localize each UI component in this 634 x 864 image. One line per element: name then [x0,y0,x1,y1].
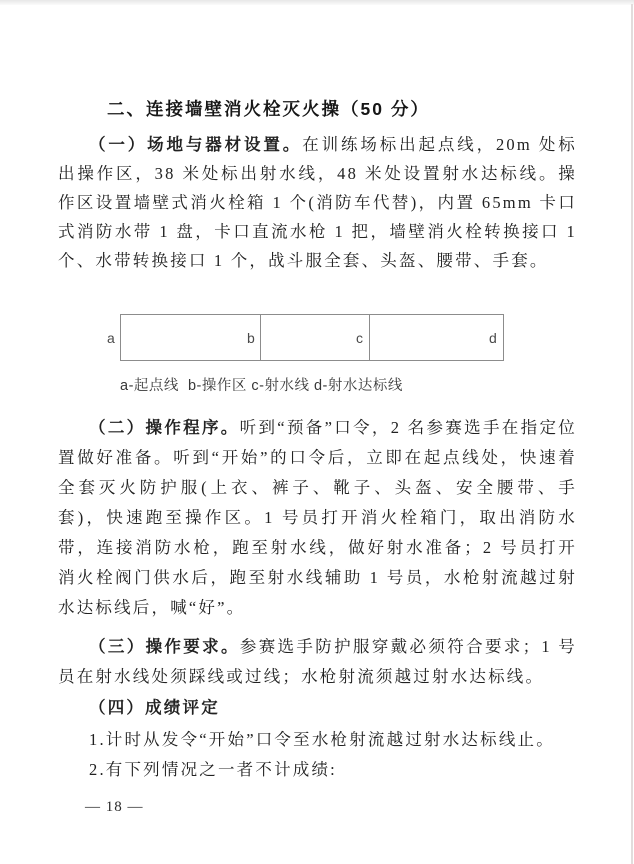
diagram-label-b: b [247,329,255,346]
page-content [58,0,577,785]
diagram-label-d: d [489,329,497,346]
paragraph-procedure-lead: （二）操作程序。 [89,418,240,437]
diagram-divider-b [260,315,261,360]
diagram-label-c: c [356,329,363,346]
page-number: — 18 — [85,799,144,815]
paragraph-requirements [58,632,577,692]
heading-scoring: （四）成绩评定 [89,698,220,717]
paragraph-requirements-body: 参赛选手防护服穿戴必须符合要求；1 号员在射水线处须踩线或过线；水枪射流须越过射水达标线。 [58,637,577,686]
paragraph-site-setup [58,130,577,275]
page-right-edge [631,4,633,864]
diagram-caption: a-起点线 b-操作区 c-射水线 d-射水达标线 [120,378,403,394]
paragraph-site-setup-lead: （一）场地与器材设置。 [89,135,303,154]
course-diagram [58,314,577,395]
paragraph-requirements-lead: （三）操作要求。 [89,637,240,656]
diagram-rect [107,314,504,361]
diagram-label-a: a [107,329,115,346]
item-timing: 1.计时从发令“开始”口令至水枪射流越过射水达标线止。 [89,730,555,749]
section-title: 二、连接墙壁消火栓灭火操（50 分） [107,99,430,119]
paragraph-procedure-body: 听到“预备”口令，2 名参赛选手在指定位置做好准备。听到“开始”的口令后，立即在起点线处，快速着全套灭火防护服(上衣、裤子、靴子、头盔、安全腰带、手套)，快速跑至操作区。1 号员打开消火栓箱门，取出消防水带，连接消防水枪，跑至射水线，做好射水准备；2 号员打开消火栓阀门供水后，跑至射水线辅助 1 号员，水枪射流越过射水达标线后，喊“好”。 [58,418,577,617]
paragraph-site-setup-body: 在训练场标出起点线，20m 处标出操作区，38 米处标出射水线，48 米处设置射水达标线。操作区设置墙壁式消火栓箱 1 个(消防车代替)，内置 65mm 卡口式消防水带 1 盘，卡口直流水枪 1 把，墙壁消火栓转换接口 1 个、水带转换接口 1 个，战斗服全套、头盔、腰带、手套。 [58,135,577,270]
item-no-score: 2.有下列情况之一者不计成绩: [89,760,337,779]
diagram-divider-c [369,315,370,360]
paragraph-procedure [58,413,577,623]
